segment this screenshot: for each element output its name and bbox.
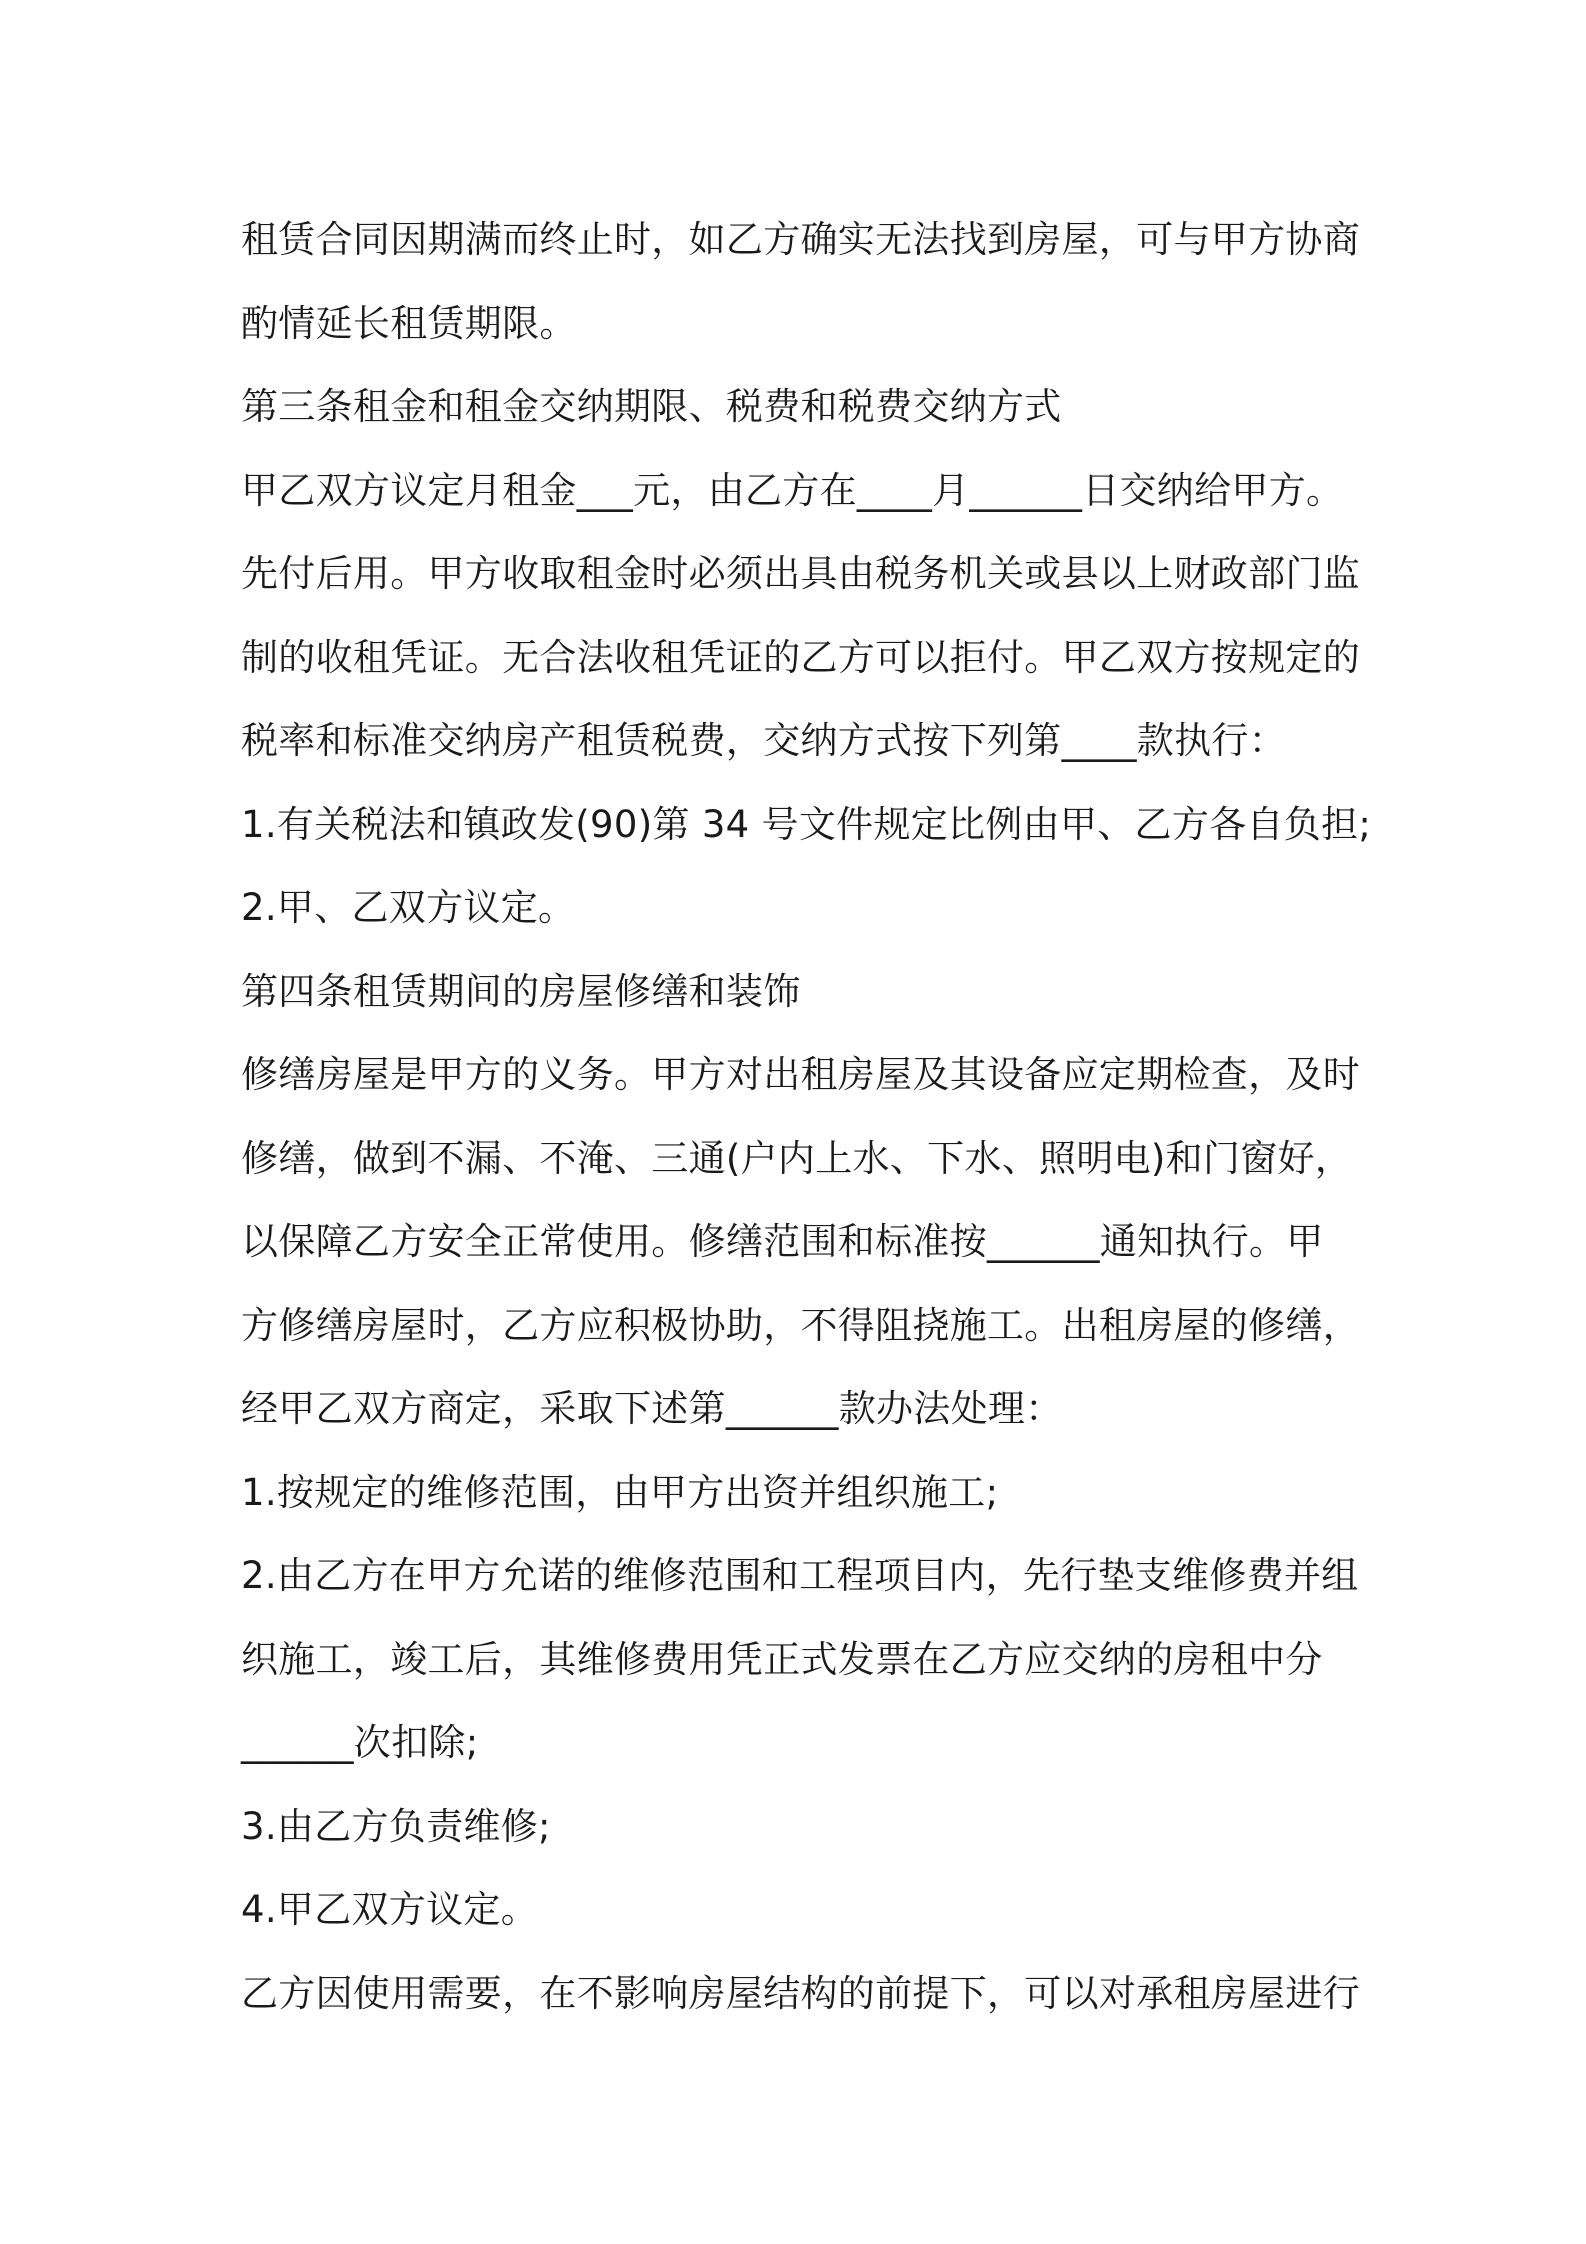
text-line-4: 甲乙双方议定月租金___元，由乙方在____月______日交纳给甲方。 [241,468,1344,512]
text-line-6: 制的收租凭证。无合法收租凭证的乙方可以拒付。甲乙双方按规定的 [241,635,1360,679]
section-heading-article-3: 第三条租金和租金交纳期限、税费和税费交纳方式 [241,385,1062,428]
text-line-2: 酌情延长租赁期限。 [241,301,577,345]
text-line-22: 乙方因使用需要，在不影响房屋结构的前提下，可以对承租房屋进行 [241,1971,1360,2015]
text-line-7: 税率和标准交纳房产租赁税费，交纳方式按下列第____款执行： [241,719,1286,762]
list-item-tax-1: 1.有关税法和镇政发(90)第 34 号文件规定比例由甲、乙方各自负担; [241,802,1372,846]
text-line-13: 以保障乙方安全正常使用。修缮范围和标准按______通知执行。甲 [241,1220,1324,1263]
text-line-1: 租赁合同因期满而终止时，如乙方确实无法找到房屋，可与甲方协商 [241,218,1360,261]
text-line-5: 先付后用。甲方收取租金时必须出具由税务机关或县以上财政部门监 [241,552,1360,595]
text-line-12: 修缮，做到不漏、不淹、三通(户内上水、下水、照明电)和门窗好， [241,1136,1353,1180]
list-item-repair-1: 1.按规定的维修范围，由甲方出资并组织施工; [241,1470,999,1514]
document-body [241,198,1371,2035]
text-line-14: 方修缮房屋时，乙方应积极协助，不得阻挠施工。出租房屋的修缮， [241,1303,1360,1347]
list-item-repair-2: 2.由乙方在甲方允诺的维修范围和工程项目内，先行垫支维修费并组 [241,1554,1359,1597]
list-item-repair-4: 4.甲乙双方议定。 [241,1888,539,1931]
text-line-19: ______次扣除; [241,1721,479,1764]
list-item-tax-2: 2.甲、乙双方议定。 [241,886,576,929]
text-line-15: 经甲乙双方商定，采取下述第______款办法处理： [241,1387,1063,1430]
text-line-11: 修缮房屋是甲方的义务。甲方对出租房屋及其设备应定期检查，及时 [241,1053,1360,1096]
section-heading-article-4: 第四条租赁期间的房屋修缮和装饰 [241,969,801,1013]
text-line-18: 织施工，竣工后，其维修费用凭正式发票在乙方应交纳的房租中分 [241,1637,1323,1681]
list-item-repair-3: 3.由乙方负责维修; [241,1804,551,1848]
